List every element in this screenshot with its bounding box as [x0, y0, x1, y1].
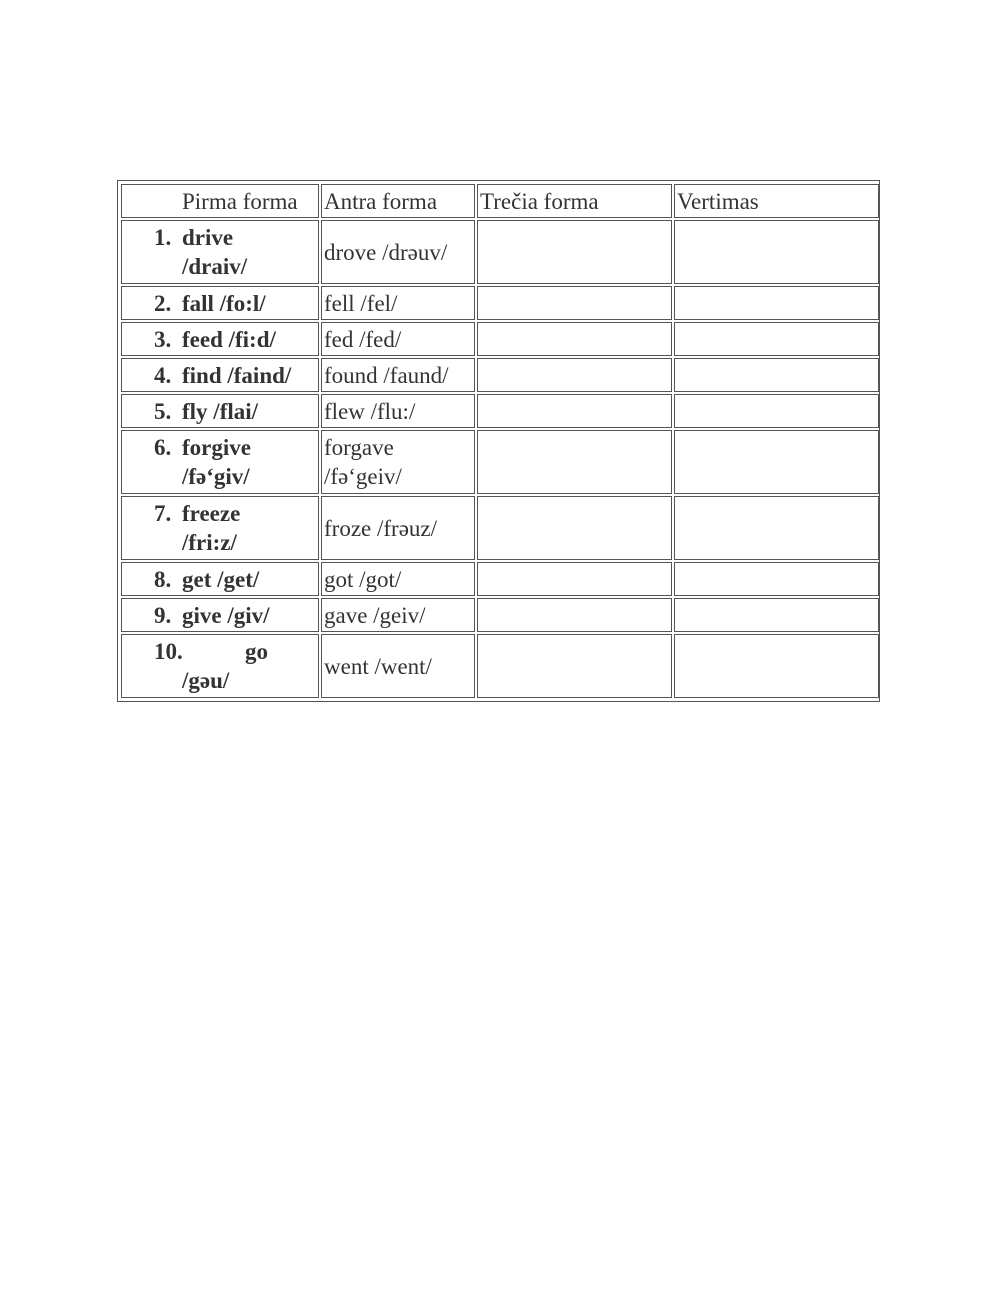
translation-cell[interactable] — [674, 562, 879, 596]
table-row — [121, 286, 879, 320]
participle-cell[interactable] — [477, 358, 672, 392]
row-number: 5. — [154, 398, 172, 424]
base-form: drive — [182, 225, 234, 250]
table-row — [121, 358, 879, 392]
row-number: 6. — [154, 435, 172, 460]
row-number: 8. — [154, 566, 172, 592]
participle-cell[interactable] — [477, 286, 672, 320]
translation-cell[interactable] — [674, 286, 879, 320]
translation-cell[interactable] — [674, 358, 879, 392]
base-form: fall /fo:l/ — [182, 290, 266, 316]
translation-cell[interactable] — [674, 598, 879, 632]
header-pirma-forma: Pirma forma — [121, 184, 319, 218]
participle-cell[interactable] — [477, 598, 672, 632]
base-form-ipa: /gəu/ — [182, 668, 230, 693]
participle-cell[interactable] — [477, 562, 672, 596]
past-form-cell: went /went/ — [321, 634, 475, 698]
row-number: 4. — [154, 362, 172, 388]
base-form: fly /flai/ — [182, 398, 259, 424]
table-row — [121, 394, 879, 428]
table-row — [121, 496, 879, 560]
participle-cell[interactable] — [477, 322, 672, 356]
base-form: go — [245, 639, 268, 664]
base-form-cell — [121, 286, 319, 320]
past-form-cell: flew /flu:/ — [321, 394, 475, 428]
participle-cell[interactable] — [477, 394, 672, 428]
base-form: feed /fi:d/ — [182, 326, 276, 352]
translation-cell[interactable] — [674, 634, 879, 698]
past-form-cell: fed /fed/ — [321, 322, 475, 356]
header-antra-forma: Antra forma — [321, 184, 475, 218]
table-row — [121, 430, 879, 494]
past-form-cell: gave /geiv/ — [321, 598, 475, 632]
base-form-cell — [121, 322, 319, 356]
translation-cell[interactable] — [674, 394, 879, 428]
row-number: 9. — [154, 602, 172, 628]
base-form-cell — [121, 562, 319, 596]
row-number: 10. — [154, 639, 183, 664]
table-row — [121, 220, 879, 284]
past-form-cell: froze /frəuz/ — [321, 496, 475, 560]
verb-forms-table-frame — [117, 180, 880, 702]
participle-cell[interactable] — [477, 634, 672, 698]
participle-cell[interactable] — [477, 220, 672, 284]
translation-cell[interactable] — [674, 430, 879, 494]
base-form-cell — [121, 496, 319, 560]
base-form-cell — [121, 220, 319, 284]
base-form-cell — [121, 634, 319, 698]
past-form-cell: fell /fel/ — [321, 286, 475, 320]
participle-cell[interactable] — [477, 496, 672, 560]
base-form-ipa: /fə‘giv/ — [182, 464, 250, 489]
past-form-cell: found /faund/ — [321, 358, 475, 392]
participle-cell[interactable] — [477, 430, 672, 494]
translation-cell[interactable] — [674, 496, 879, 560]
base-form: give /giv/ — [182, 602, 270, 628]
row-number: 3. — [154, 326, 172, 352]
table-row — [121, 598, 879, 632]
verb-forms-table — [119, 182, 881, 700]
table-row — [121, 322, 879, 356]
row-number: 1. — [154, 225, 172, 250]
base-form-cell — [121, 598, 319, 632]
base-form: find /faind/ — [182, 362, 292, 388]
base-form-cell — [121, 358, 319, 392]
base-form: get /get/ — [182, 566, 260, 592]
table-row — [121, 634, 879, 698]
table-row — [121, 562, 879, 596]
past-form-cell: forgave /fə‘geiv/ — [321, 430, 475, 494]
table-header-row — [121, 184, 879, 218]
base-form-cell — [121, 394, 319, 428]
past-form-cell: got /got/ — [321, 562, 475, 596]
header-vertimas: Vertimas — [674, 184, 879, 218]
base-form: forgive — [182, 435, 251, 460]
row-number: 7. — [154, 501, 172, 526]
translation-cell[interactable] — [674, 322, 879, 356]
row-number: 2. — [154, 290, 172, 316]
header-trecia-forma: Trečia forma — [477, 184, 672, 218]
translation-cell[interactable] — [674, 220, 879, 284]
base-form-cell — [121, 430, 319, 494]
past-form-cell: drove /drəuv/ — [321, 220, 475, 284]
base-form-ipa: /fri:z/ — [182, 530, 237, 555]
base-form: freeze — [182, 501, 241, 526]
base-form-ipa: /draiv/ — [182, 254, 248, 279]
